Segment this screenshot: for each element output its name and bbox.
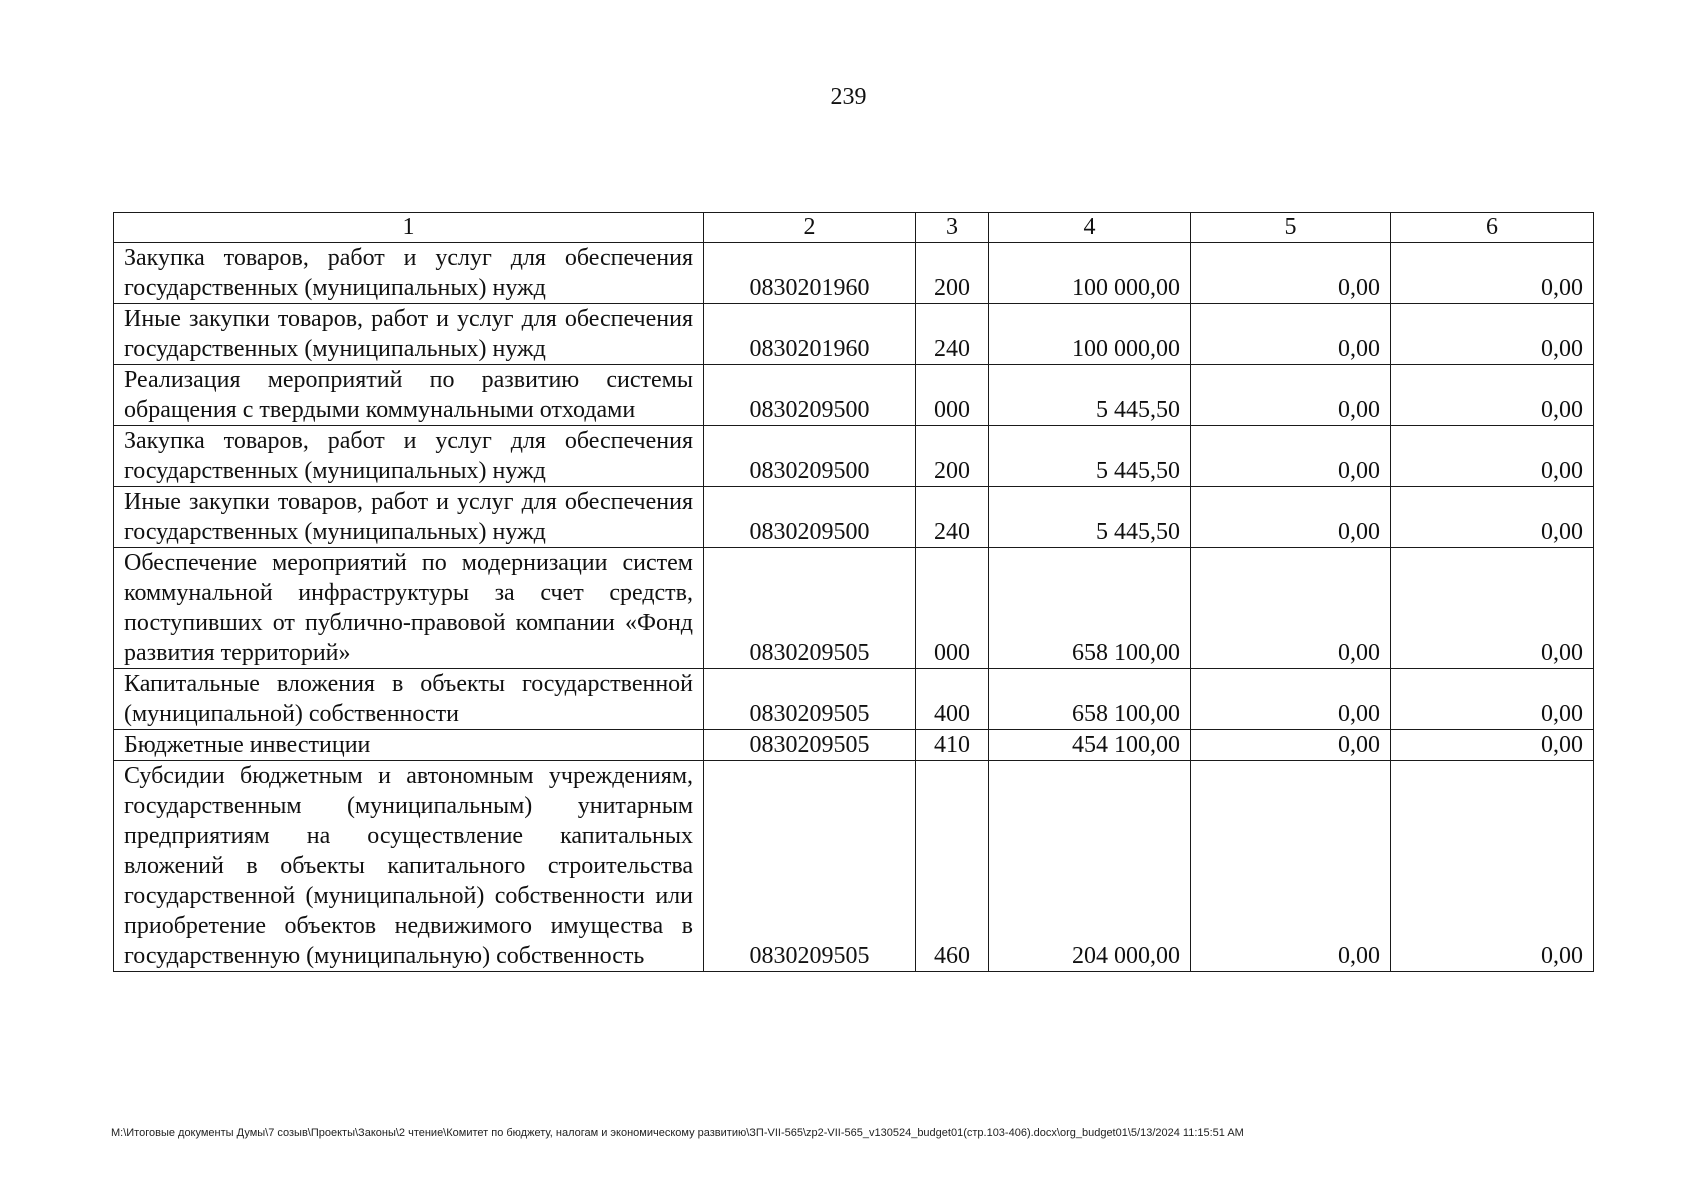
row-target-code: 0830209500 (704, 426, 916, 487)
row-description: Реализация мероприятий по развитию системы обращения с твердыми коммунальными отходами (114, 365, 704, 426)
row-target-code: 0830209505 (704, 548, 916, 669)
column-header-3: 3 (916, 213, 989, 243)
row-description: Субсидии бюджетным и автономным учреждениям, государственным (муниципальным) унитарным предприятиям на осуществление капитальных вложений в объекты капитального строительства государственной (муниципальной) собственности или приобретение объектов недвижимого имущества в государственную (муниципальную) собственность (114, 761, 704, 972)
row-amount-col6: 0,00 (1391, 548, 1594, 669)
table-row (114, 243, 1594, 304)
row-amount-col6: 0,00 (1391, 365, 1594, 426)
row-expense-type: 000 (916, 548, 989, 669)
table-row (114, 487, 1594, 548)
row-amount-col6: 0,00 (1391, 304, 1594, 365)
row-target-code: 0830201960 (704, 243, 916, 304)
row-target-code: 0830209505 (704, 761, 916, 972)
row-target-code: 0830209505 (704, 730, 916, 761)
row-amount-col4: 204 000,00 (989, 761, 1191, 972)
column-header-1: 1 (114, 213, 704, 243)
row-expense-type: 000 (916, 365, 989, 426)
table-row (114, 365, 1594, 426)
row-amount-col5: 0,00 (1191, 243, 1391, 304)
row-amount-col6: 0,00 (1391, 669, 1594, 730)
row-expense-type: 400 (916, 669, 989, 730)
row-amount-col4: 5 445,50 (989, 426, 1191, 487)
row-target-code: 0830201960 (704, 304, 916, 365)
table-row (114, 761, 1594, 972)
budget-table (113, 212, 1594, 972)
column-header-6: 6 (1391, 213, 1594, 243)
row-expense-type: 240 (916, 304, 989, 365)
table-row (114, 730, 1594, 761)
table-row (114, 426, 1594, 487)
row-amount-col5: 0,00 (1191, 669, 1391, 730)
row-description: Капитальные вложения в объекты государственной (муниципальной) собственности (114, 669, 704, 730)
document-file-path: M:\Итоговые документы Думы\7 созыв\Проекты\Законы\2 чтение\Комитет по бюджету, налогам и экономическому развитию\ЗП-VII-565\zp2-VII-565_v130524_budget01(стр.103-406).docx\org_budget01\5/13/2024 11:15:51 AM (111, 1127, 1244, 1139)
row-amount-col5: 0,00 (1191, 487, 1391, 548)
row-amount-col5: 0,00 (1191, 730, 1391, 761)
column-header-4: 4 (989, 213, 1191, 243)
row-expense-type: 460 (916, 761, 989, 972)
page-number: 239 (830, 84, 867, 110)
row-target-code: 0830209500 (704, 365, 916, 426)
row-amount-col5: 0,00 (1191, 761, 1391, 972)
row-description: Бюджетные инвестиции (114, 730, 704, 761)
row-amount-col6: 0,00 (1391, 487, 1594, 548)
row-amount-col4: 100 000,00 (989, 304, 1191, 365)
table-row (114, 304, 1594, 365)
row-amount-col4: 658 100,00 (989, 548, 1191, 669)
row-target-code: 0830209505 (704, 669, 916, 730)
row-expense-type: 200 (916, 426, 989, 487)
row-amount-col4: 658 100,00 (989, 669, 1191, 730)
table-header-row (114, 213, 1594, 243)
row-target-code: 0830209500 (704, 487, 916, 548)
row-amount-col5: 0,00 (1191, 304, 1391, 365)
column-header-5: 5 (1191, 213, 1391, 243)
row-amount-col4: 454 100,00 (989, 730, 1191, 761)
row-amount-col5: 0,00 (1191, 548, 1391, 669)
row-amount-col4: 100 000,00 (989, 243, 1191, 304)
row-description: Закупка товаров, работ и услуг для обеспечения государственных (муниципальных) нужд (114, 426, 704, 487)
row-expense-type: 410 (916, 730, 989, 761)
row-amount-col6: 0,00 (1391, 243, 1594, 304)
row-description: Обеспечение мероприятий по модернизации систем коммунальной инфраструктуры за счет средств, поступивших от публично-правовой компании «Фонд развития территорий» (114, 548, 704, 669)
column-header-2: 2 (704, 213, 916, 243)
row-expense-type: 200 (916, 243, 989, 304)
table-row (114, 669, 1594, 730)
row-amount-col4: 5 445,50 (989, 487, 1191, 548)
row-amount-col4: 5 445,50 (989, 365, 1191, 426)
row-amount-col6: 0,00 (1391, 426, 1594, 487)
row-amount-col6: 0,00 (1391, 761, 1594, 972)
row-description: Закупка товаров, работ и услуг для обеспечения государственных (муниципальных) нужд (114, 243, 704, 304)
row-description: Иные закупки товаров, работ и услуг для обеспечения государственных (муниципальных) нужд (114, 304, 704, 365)
row-expense-type: 240 (916, 487, 989, 548)
table-row (114, 548, 1594, 669)
row-amount-col5: 0,00 (1191, 426, 1391, 487)
row-amount-col6: 0,00 (1391, 730, 1594, 761)
row-amount-col5: 0,00 (1191, 365, 1391, 426)
row-description: Иные закупки товаров, работ и услуг для обеспечения государственных (муниципальных) нужд (114, 487, 704, 548)
